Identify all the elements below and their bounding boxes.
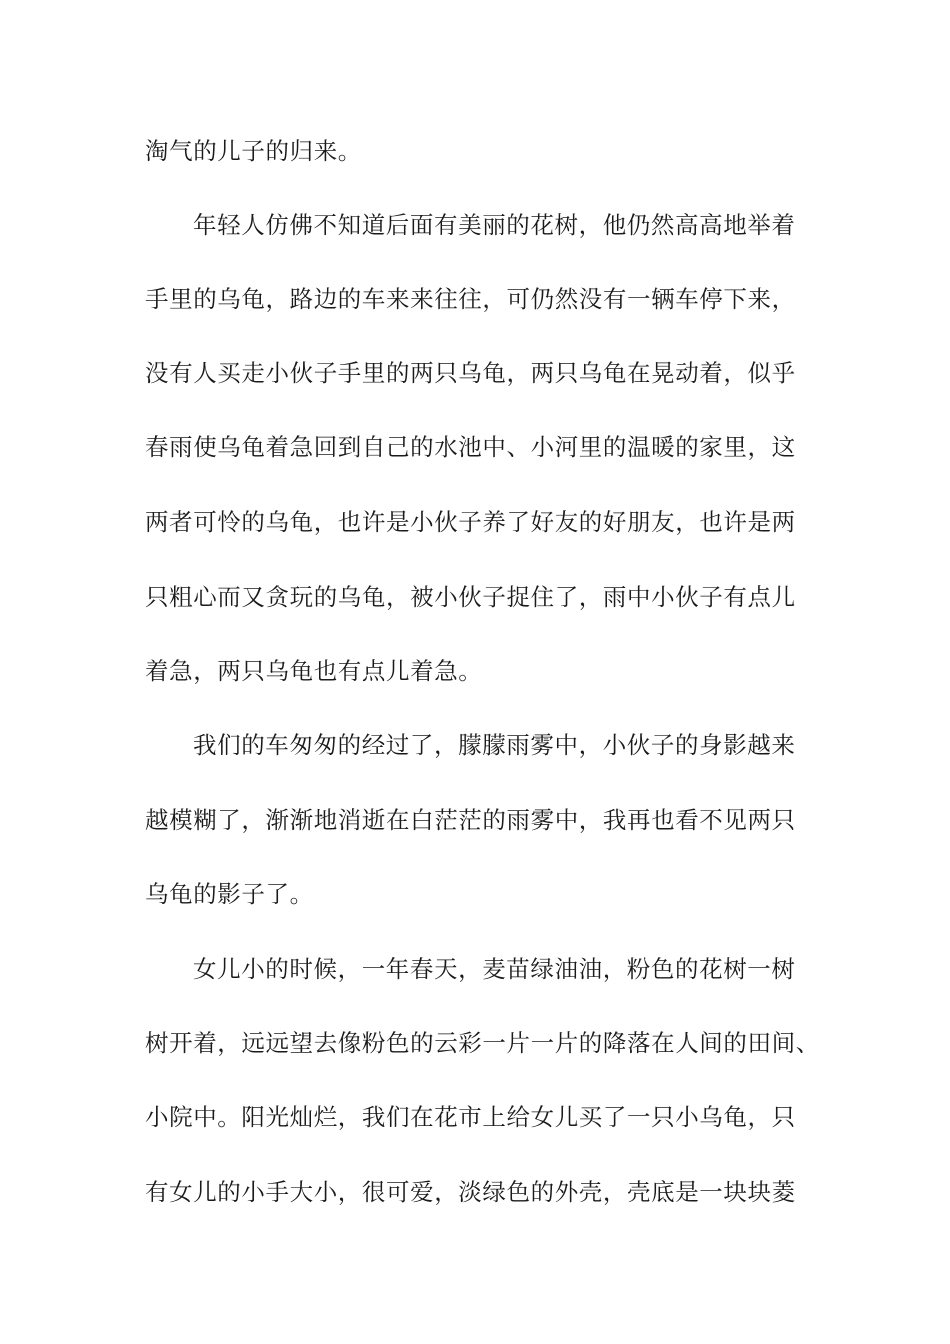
text-line: 只粗心而又贪玩的乌龟，被小伙子捉住了，雨中小伙子有点儿 [145, 583, 796, 611]
text-line: 没有人买走小伙子手里的两只乌龟，两只乌龟在晃动着，似乎 [145, 359, 796, 387]
text-line: 着急，两只乌龟也有点儿着急。 [145, 657, 483, 685]
text-line: 手里的乌龟，路边的车来来往往，可仍然没有一辆车停下来， [145, 285, 796, 313]
text-line: 两者可怜的乌龟，也许是小伙子养了好友的好朋友，也许是两 [145, 508, 796, 536]
paragraph-first-line: 年轻人仿佛不知道后面有美丽的花树，他仍然高高地举着 [193, 211, 796, 239]
text-line: 有女儿的小手大小，很可爱，淡绿色的外壳，壳底是一块块菱 [145, 1178, 796, 1206]
text-line: 春雨使乌龟着急回到自己的水池中、小河里的温暖的家里，这 [145, 433, 796, 461]
paragraph-first-line: 女儿小的时候，一年春天，麦苗绿油油，粉色的花树一树 [193, 955, 796, 983]
paragraph-first-line: 我们的车匆匆的经过了，朦朦雨雾中，小伙子的身影越来 [193, 731, 796, 759]
text-line: 越模糊了，渐渐地消逝在白茫茫的雨雾中，我再也看不见两只 [145, 806, 796, 834]
text-line: 淘气的儿子的归来。 [145, 137, 362, 165]
text-line: 小院中。阳光灿烂，我们在花市上给女儿买了一只小乌龟，只 [145, 1103, 796, 1131]
text-line: 乌龟的影子了。 [145, 880, 314, 908]
text-line: 树开着，远远望去像粉色的云彩一片一片的降落在人间的田间、 [145, 1029, 820, 1057]
